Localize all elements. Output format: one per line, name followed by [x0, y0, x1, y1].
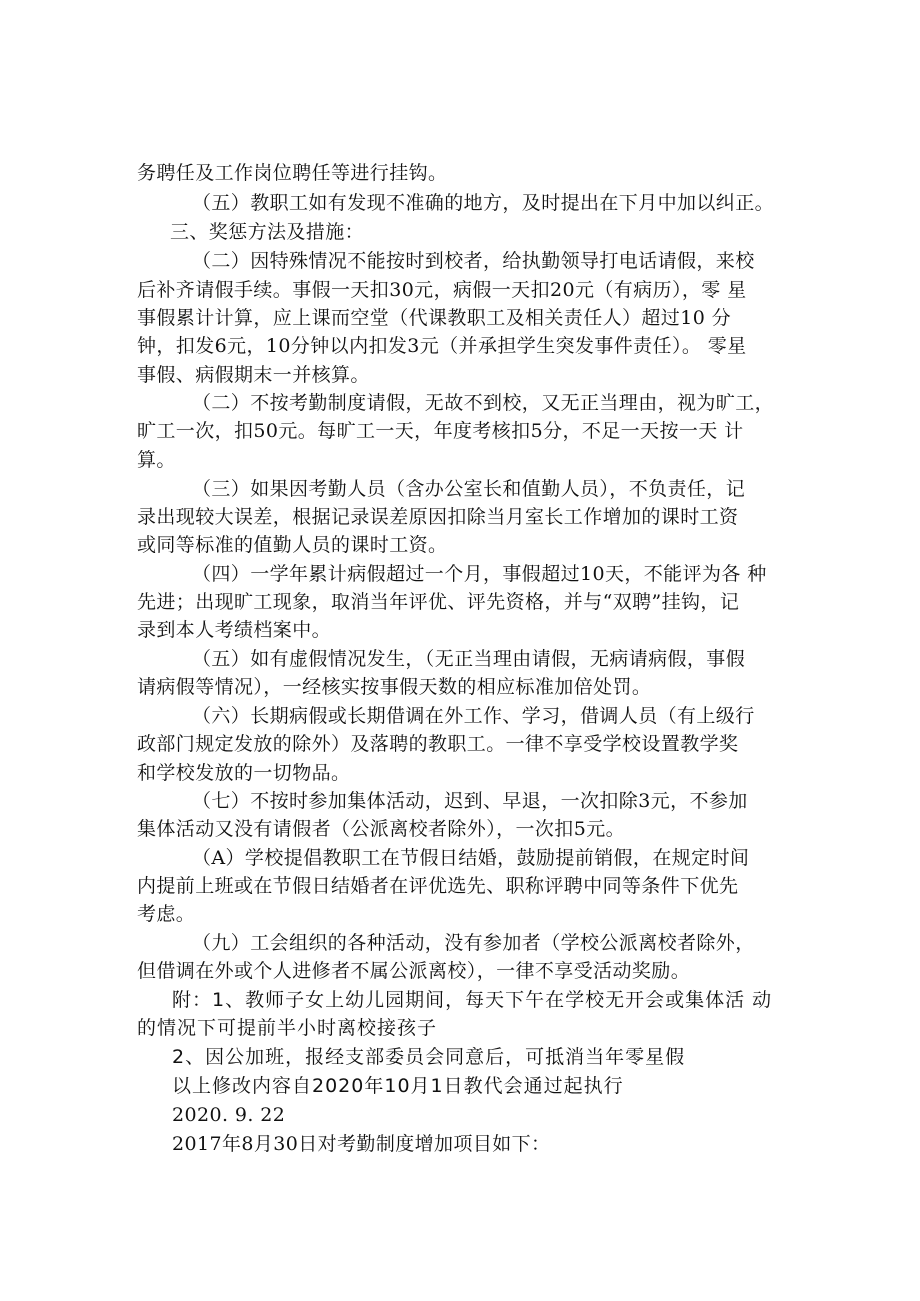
appendix-line: 以上修改内容自2020年10月1日教代会通过起执行 — [172, 1075, 624, 1097]
text-line: 事假、病假期末一并核算。 — [137, 364, 370, 386]
section-heading: 三、奖惩方法及措施： — [170, 221, 365, 243]
text-line: （五）教职工如有发现不准确的地方，及时提出在下月中加以纠正。 — [192, 192, 775, 214]
text-line: （七）不按时参加集体活动，迟到、早退，一次扣除3元，不参加 — [192, 790, 748, 812]
text-line: （六）长期病假或长期借调在外工作、学习，借调人员（有上级行 — [192, 705, 755, 727]
text-line: 录到本人考绩档案中。 — [137, 619, 332, 641]
text-line: 录出现较大误差，根据记录误差原因扣除当月室长工作增加的课时工资 — [137, 506, 739, 528]
text-line: （二）因特殊情况不能按时到校者，给执勤领导打电话请假，来校 — [192, 250, 755, 272]
text-line: 政部门规定发放的除外）及落聘的教职工。一律不享受学校设置教学奖 — [137, 733, 739, 755]
text-line: （二）不按考勤制度请假，无故不到校，又无正当理由，视为旷工， — [192, 392, 775, 414]
text-line: 请病假等情况），一经核实按事假天数的相应标准加倍处罚。 — [137, 676, 652, 698]
text-line: 旷工一次，扣50元。每旷工一天，年度考核扣5分，不足一天按一天 计 — [137, 420, 744, 442]
text-line: 考虑。 — [137, 903, 196, 925]
text-line: 算。 — [137, 449, 176, 471]
text-line: 但借调在外或个人进修者不属公派离校），一律不享受活动奖励。 — [137, 960, 691, 982]
appendix-line: 2、因公加班，报经支部委员会同意后，可抵消当年零星假 — [172, 1046, 686, 1068]
text-line: （A）学校提倡教职工在节假日结婚，鼓励提前销假，在规定时间 — [192, 847, 750, 869]
text-line: （五）如有虚假情况发生，（无正当理由请假，无病请病假，事假 — [192, 648, 746, 670]
text-line: 或同等标准的值勤人员的课时工资。 — [137, 534, 448, 556]
text-line: （三）如果因考勤人员（含办公室长和值勤人员），不负责任，记 — [192, 478, 746, 500]
appendix-line: 的情况下可提前半小时离校接孩子 — [137, 1017, 438, 1039]
text-line: 钟，扣发6元，10分钟以内扣发3元（并承担学生突发事件责任）。 零星 — [137, 335, 747, 357]
text-line: （四）一学年累计病假超过一个月，事假超过10天，不能评为各 种 — [192, 563, 767, 585]
text-line: （九）工会组织的各种活动，没有参加者（学校公派离校者除外， — [192, 932, 755, 954]
date-line: 2020. 9. 22 — [172, 1104, 286, 1126]
text-line: 内提前上班或在节假日结婚者在评优选先、职称评聘中同等条件下优先 — [137, 875, 739, 897]
text-line: 务聘任及工作岗位聘任等进行挂钩。 — [137, 162, 448, 184]
appendix-line: 附：1、教师子女上幼儿园期间，每天下午在学校无开会或集体活 动 — [172, 989, 773, 1011]
text-line: 集体活动又没有请假者（公派离校者除外），一次扣5元。 — [137, 818, 625, 840]
text-line: 先进；出现旷工现象，取消当年评优、评先资格，并与“双聘”挂钩，记 — [137, 591, 740, 613]
text-line: 和学校发放的一切物品。 — [137, 762, 351, 784]
text-line: 事假累计计算，应上课而空堂（代课教职工及相关责任人）超过10 分 — [137, 307, 732, 329]
text-line: 后补齐请假手续。事假一天扣30元，病假一天扣20元（有病历），零 星 — [137, 279, 747, 301]
text-line: 2017年8月30日对考勤制度增加项目如下： — [172, 1133, 551, 1155]
